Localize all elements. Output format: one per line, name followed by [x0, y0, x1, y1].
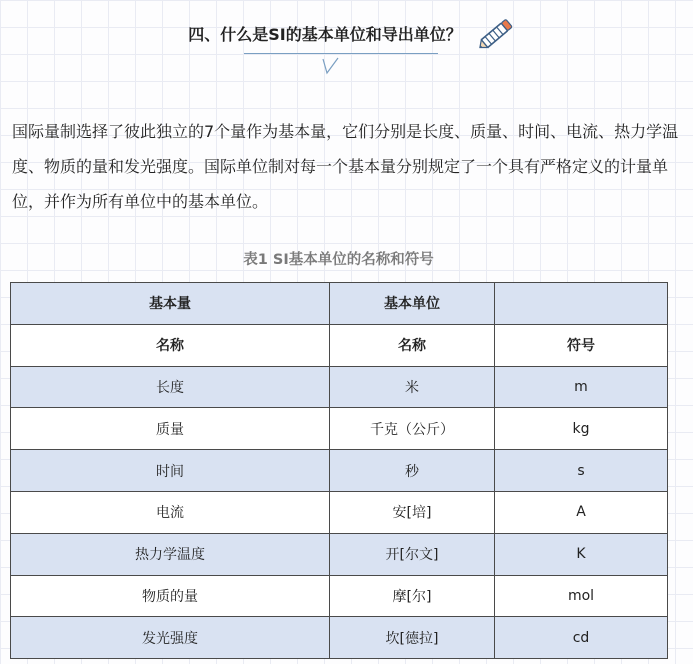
checkmark-icon [320, 56, 340, 76]
table-row [11, 450, 668, 492]
table-subheader-row [11, 324, 668, 366]
table-row [11, 617, 668, 659]
table-row [11, 408, 668, 450]
unit-symbol-cell: mol [495, 575, 668, 617]
si-base-units-table [10, 282, 668, 659]
unit-symbol-cell: cd [495, 617, 668, 659]
quantity-cell: 电流 [11, 491, 330, 533]
table-caption: 表1 SI基本单位的名称和符号 [243, 252, 434, 268]
header-cell: 基本单位 [330, 283, 495, 325]
unit-name-cell: 千克（公斤） [330, 408, 495, 450]
unit-symbol-cell: A [495, 491, 668, 533]
subheader-cell: 名称 [330, 324, 495, 366]
unit-name-cell: 米 [330, 366, 495, 408]
quantity-cell: 长度 [11, 366, 330, 408]
subheader-cell: 名称 [11, 324, 330, 366]
unit-symbol-cell: kg [495, 408, 668, 450]
unit-symbol-cell: K [495, 533, 668, 575]
table-row [11, 491, 668, 533]
unit-name-cell: 坎[德拉] [330, 617, 495, 659]
unit-symbol-cell: m [495, 366, 668, 408]
section-heading-block [0, 16, 693, 78]
unit-name-cell: 秒 [330, 450, 495, 492]
table-row [11, 575, 668, 617]
header-cell [495, 283, 668, 325]
pencil-icon [475, 16, 517, 52]
quantity-cell: 物质的量 [11, 575, 330, 617]
heading-underline [244, 53, 438, 54]
table-row [11, 366, 668, 408]
header-cell: 基本量 [11, 283, 330, 325]
quantity-cell: 时间 [11, 450, 330, 492]
table-header-row [11, 283, 668, 325]
unit-name-cell: 摩[尔] [330, 575, 495, 617]
table-row [11, 533, 668, 575]
unit-name-cell: 开[尔文] [330, 533, 495, 575]
unit-name-cell: 安[培] [330, 491, 495, 533]
section-heading: 四、什么是SI的基本单位和导出单位？ [188, 25, 462, 44]
intro-paragraph: 国际量制选择了彼此独立的7个量作为基本量，它们分别是长度、质量、时间、电流、热力学温度、物质的量和发光强度。国际单位制对每一个基本量分别规定了一个具有严格定义的计量单位，并作为所有单位中的基本单位。 [12, 122, 679, 211]
subheader-cell: 符号 [495, 324, 668, 366]
unit-symbol-cell: s [495, 450, 668, 492]
quantity-cell: 热力学温度 [11, 533, 330, 575]
quantity-cell: 发光强度 [11, 617, 330, 659]
quantity-cell: 质量 [11, 408, 330, 450]
